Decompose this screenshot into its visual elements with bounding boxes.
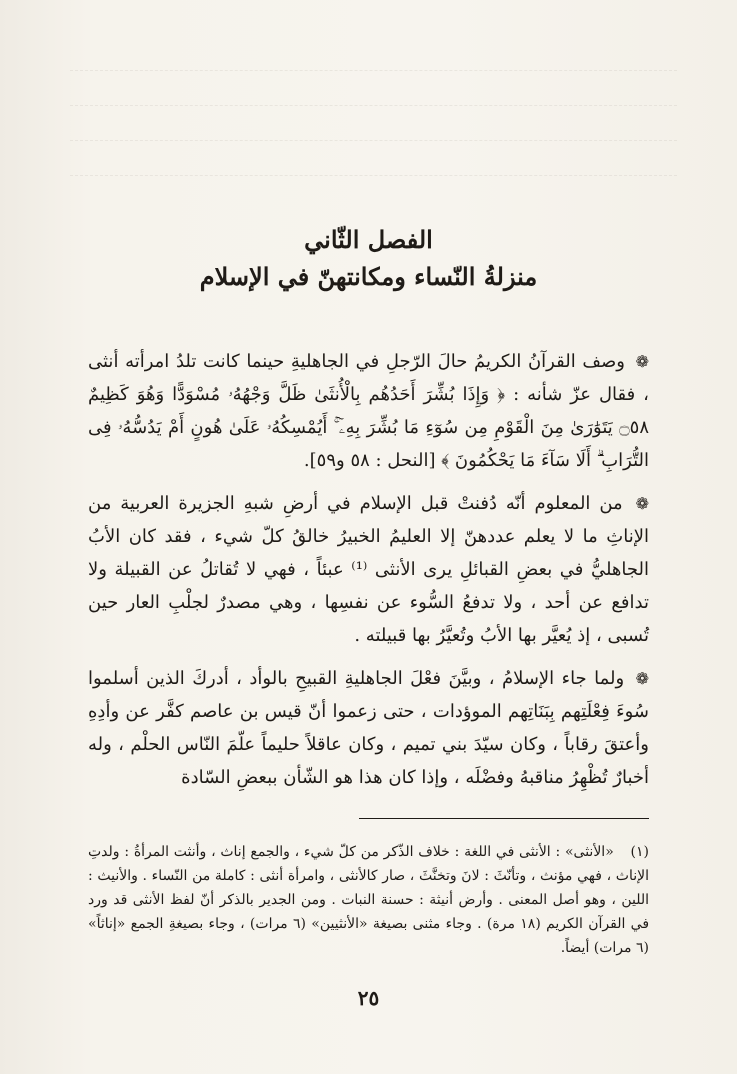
- show-through-line: [70, 140, 677, 153]
- paragraph-text: من المعلوم أنّه دُفنتْ قبل الإسلام في أرضِ شبهِ الجزيرة العربية من الإناثِ ما لا يعلم عددهنّ إلا العليمُ الخبيرُ خالقُ كلّ شيء ، فقد كان الأبُ الجاهليُّ في بعضِ القبائلِ يرى الأنثى ⁽¹⁾ عبئاً ، فهي لا تُقاتلُ عن القبيلة ولا تدافع عن أحد ، ولا تدفعُ السُّوء عن نفسِها ، وهي مصدرٌ لجلْبِ العار حين تُسبى ، إذ يُعيَّر بها الأبُ وتُعيَّرُ بها قبيلته .: [88, 493, 650, 646]
- flower-marker-icon: ❁: [635, 352, 649, 371]
- section-title: منزلةُ النّساء ومكانتهنّ في الإسلام: [199, 262, 538, 291]
- show-through-line: [70, 70, 677, 83]
- paragraph: [88, 345, 649, 477]
- footnote: [88, 840, 649, 960]
- footnote-number: (١): [630, 844, 650, 860]
- chapter-title: الفصل الثّاني: [304, 225, 433, 254]
- flower-marker-icon: ❁: [635, 669, 649, 688]
- body-text: [88, 345, 649, 804]
- footnotes: [88, 840, 649, 960]
- paragraph-text: ولما جاء الإسلامُ ، وبيَّنَ فعْلَ الجاهليةِ القبيحِ بالوأد ، أدركَ الذين أسلموا سُوءَ فِعْلَتِهم بِبَنَاتِهم الموؤدات ، حتى زعموا أنّ قيس بن عاصم كفَّر عن وأدِهِ وأعتقَ رقاباً ، وكان سيّدَ بني تميم ، وكان عاقلاً حليماً علّمَ النّاس الحلْم ، وله أخبارٌ تُظْهِرُ مناقبهُ وفضْلَه ، وإذا كان هذا هو الشّأن ببعضِ السّادة: [88, 668, 649, 788]
- flower-marker-icon: ❁: [635, 494, 649, 513]
- footnote-divider: [359, 818, 649, 819]
- show-through-line: [70, 105, 677, 118]
- page-number: ٢٥: [357, 986, 380, 1010]
- footnote-text: «الأنثى» : الأنثى في اللغة : خلاف الذّكر من كلّ شيء ، والجمع إناث ، وأنثت المرأةُ : ولدتِ الإناث ، فهي مؤنث ، وتأنّثَ : لانَ وتخنَّثَ ، صار كالأنثى ، وامرأة أنثى : كاملة من النّساء . والأنيث : اللين ، وهو أصل المعنى . وأرض أنيثة : حسنة النبات . ومن الجدير بالذكر أنّ لفظ الأنثى قد ورد في القرآن الكريم (١٨ مرة) . وجاء مثنى بصيغة «الأنثيين» (٦ مرات) ، وجاء بصيغةِ الجمع «إناثاً» (٦ مرات) أيضاً.: [88, 844, 650, 956]
- paragraph: [88, 662, 649, 794]
- paragraph-text: وصف القرآنُ الكريمُ حالَ الرّجلِ في الجاهليةِ حينما كانت تلدُ امرأته أنثى ، فقال عزّ شأنه : ﴿ وَإِذَا بُشِّرَ أَحَدُهُم بِالْأُنثَىٰ ظَلَّ وَجْهُهُۥ مُسْوَدًّا وَهُوَ كَظِيمٌ ۝٥٨ يَتَوَٰرَىٰ مِنَ الْقَوْمِ مِن سُوٓءِ مَا بُشِّرَ بِهِۦٓ ۚ أَيُمْسِكُهُۥ عَلَىٰ هُونٍ أَمْ يَدُسُّهُۥ فِى التُّرَابِ ۗ أَلَا سَآءَ مَا يَحْكُمُونَ ﴾ [النحل : ٥٨ و٥٩].: [88, 351, 649, 471]
- show-through-line: [70, 175, 677, 188]
- paragraph: [88, 487, 649, 652]
